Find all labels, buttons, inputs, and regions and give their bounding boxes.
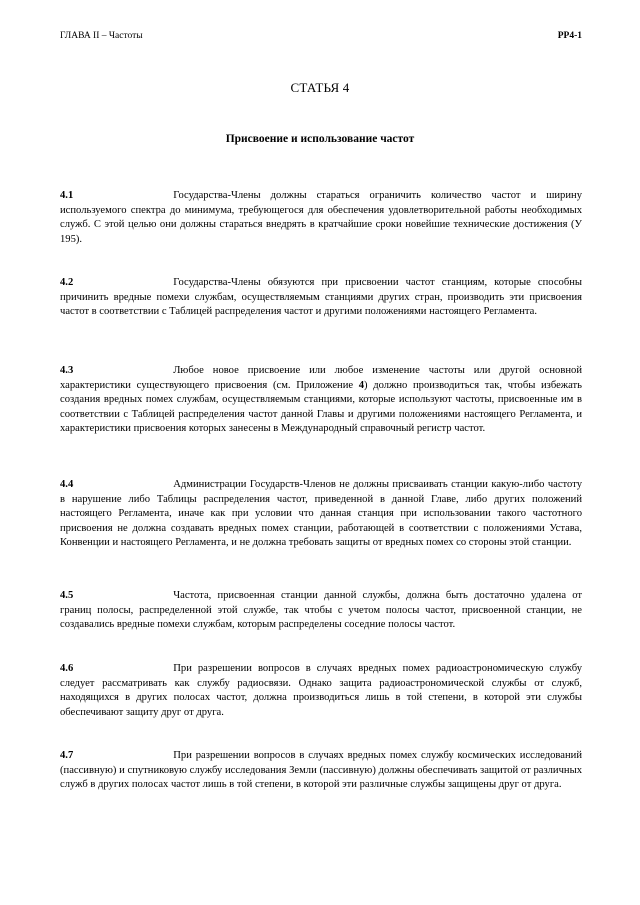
paragraph-number: 4.1 [60, 190, 74, 201]
paragraph-text-after: ) должно производиться так, чтобы избежать создания вредных помех службам, осуществляемым станциями, которые используют частоты, присвоенные им в соответствии с Таблицей распределения частот данной Главы и другими положениями настоящего Регламента, и характеристики присвоения которых занесены в Международный справочный регистр частот. [60, 379, 583, 435]
paragraph-text: При разрешении вопросов в случаях вредных помех радиоастрономическую службу следует рассматривать как службу радиосвязи. Однако защита радиоастрономической службы от служб, находящихся в других полосах частот, должна производиться лишь в той степени, в которой эти службы обеспечивают защиту друг от друга. [60, 663, 582, 718]
paragraph-text: Государства-Члены обязуются при присвоении частот станциям, которые способны причинить вредные помехи службам, осуществляемым станциями других стран, производить эти присвоения частот в соответствии с Таблицей распределения частот и другими положениями настоящего Регламента. [60, 277, 582, 318]
chapter-title: ГЛАВА II – Частоты [60, 31, 143, 41]
paragraph-4-3 [60, 364, 582, 437]
paragraph-number: 4.4 [60, 479, 74, 490]
paragraph-text: Частота, присвоенная станции данной службы, должна быть достаточно удалена от границ полосы, распределенной этой службе, так чтобы с учетом полосы частот, присвоенной станции, не создавались вредные помехи службам, которым распределены соседние полосы частот. [60, 590, 582, 631]
paragraph-4-2 [60, 276, 582, 320]
paragraph-text: Государства-Члены должны стараться ограничить количество частот и ширину используемого спектра до минимума, требующегося для обеспечения удовлетворительной работы необходимых служб. С этой целью они должны стараться внедрять в кратчайшие сроки новейшие технические достижения (У 195). [60, 190, 582, 245]
appendix-number: 4 [358, 379, 365, 391]
paragraph-number: 4.5 [60, 590, 74, 601]
paragraph-4-7 [60, 749, 582, 793]
paragraph-text-before: Любое новое присвоение или любое изменение частоты или другой основной характеристики существующего присвоения (см. Приложение [60, 365, 582, 391]
paragraph-number: 4.6 [60, 663, 74, 674]
paragraph-4-5 [60, 589, 582, 633]
paragraph-number: 4.3 [60, 365, 74, 376]
paragraph-4-4 [60, 478, 582, 551]
paragraph-4-6 [60, 662, 582, 720]
page-number: РР4-1 [557, 31, 582, 41]
page-header [60, 31, 582, 41]
paragraph-4-1 [60, 189, 582, 247]
paragraph-number: 4.7 [60, 750, 74, 761]
paragraph-number: 4.2 [60, 277, 74, 288]
paragraph-text: Администрации Государств-Членов не должны присваивать станции какую-либо частоту в нарушение либо Таблицы распределения частот, приведенной в данной Главе, либо других положений настоящего Регламента, иначе как при условии что данная станция при использовании такого частотного присвоения не должна создавать вредных помех станции, работающей в соответствии с положениями Устава, Конвенции и настоящего Регламента, и не должна требовать защиты от вредных помех со стороны этой станции. [60, 479, 582, 549]
article-title: СТАТЬЯ 4 [290, 80, 350, 95]
paragraph-text: При разрешении вопросов в случаях вредных помех службу космических исследований (пассивную) и спутниковую службу исследования Земли (пассивную) должны обеспечивать защитой от различных служб в других полосах частот лишь в той степени, в которой эти различные службы защищены друг от друга. [60, 750, 582, 791]
article-subtitle: Присвоение и использование частот [225, 133, 415, 145]
